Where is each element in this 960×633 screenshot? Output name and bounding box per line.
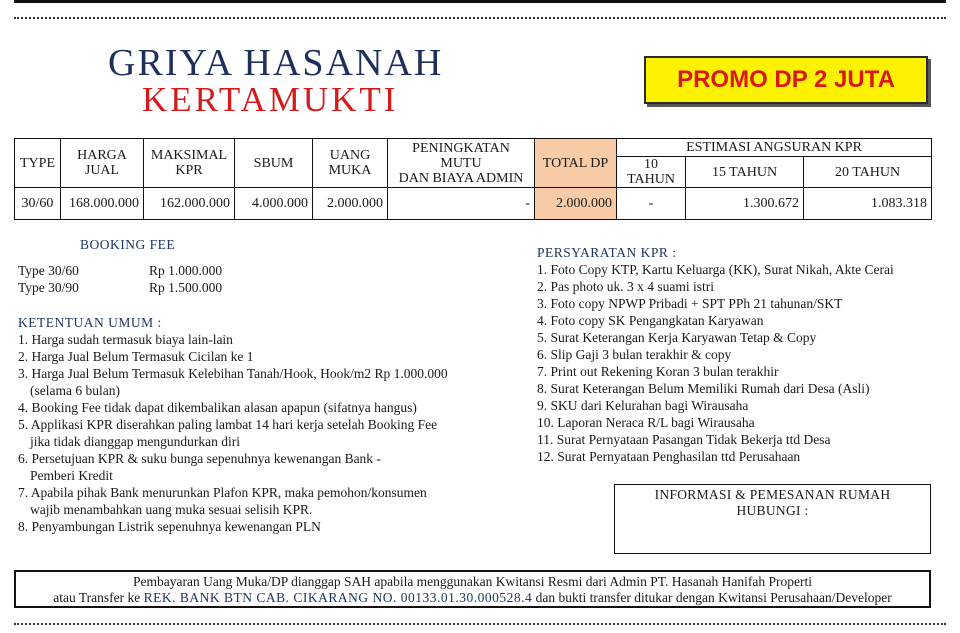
info-contact-label: HUBUNGI : [736,503,809,518]
payment-line-1: Pembayaran Uang Muka/DP dianggap SAH apabila menggunakan Kwitansi Resmi dari Admin PT. Hasanah Hanifah Properti [133,574,812,589]
list-item: 3. Foto copy NPWP Pribadi + SPT PPh 21 tahunan/SKT [537,296,843,311]
brand-subtitle: KERTAMUKTI [142,80,399,119]
brand-title: GRIYA HASANAH [108,42,444,84]
cell-15-tahun: 1.300.672 [686,188,804,220]
list-item: jika tidak dianggap mengundurkan diri [30,434,240,449]
list-item: 6. Persetujuan KPR & suku bunga sepenuhnya kewenangan Bank - [18,451,381,466]
list-item: 8. Penyambungan Listrik sepenuhnya kewenangan PLN [18,519,321,534]
persyaratan-title: PERSYARATAN KPR : [537,245,677,260]
booking-fee-list [18,262,222,296]
list-item: 8. Surat Keterangan Belum Memiliki Rumah dari Desa (Asli) [537,381,870,396]
cell-type: 30/60 [15,188,61,220]
payment-line-2: atau Transfer ke REK. BANK BTN CAB. CIKARANG NO. 00133.01.30.000528.4 dan bukti transfer ditukar dengan Kwitansi Perusahaan/Developer [53,590,892,605]
promo-banner: PROMO DP 2 JUTA [644,56,928,104]
col-uang-muka: UANG MUKA [313,139,388,188]
booking-fee-title: BOOKING FEE [80,237,176,252]
list-item: Pemberi Kredit [30,468,113,483]
info-title: INFORMASI & PEMESANAN RUMAH [654,487,891,502]
col-estimasi-angsuran: ESTIMASI ANGSURAN KPR [617,139,932,157]
list-item: 11. Surat Pernyataan Pasangan Tidak Bekerja ttd Desa [537,432,831,447]
list-item: (selama 6 bulan) [30,383,120,398]
list-item: Type 30/60 Rp 1.000.000 [18,263,223,278]
col-10-tahun: 10 TAHUN [617,157,686,188]
col-harga-jual: HARGA JUAL [61,139,144,188]
col-sbum: SBUM [235,139,313,188]
list-item: 10. Laporan Neraca R/L bagi Wirausaha [537,415,755,430]
top-dotted-divider [14,17,946,19]
cell-sbum: 4.000.000 [235,188,313,220]
list-item: 7. Print out Rekening Koran 3 bulan terakhir [537,364,779,379]
list-item: 1. Harga sudah termasuk biaya lain-lain [18,332,233,347]
cell-total-dp: 2.000.000 [535,188,617,220]
list-item: 2. Harga Jual Belum Termasuk Cicilan ke 1 [18,349,254,364]
cell-uang-muka: 2.000.000 [313,188,388,220]
cell-peningkatan-mutu: - [388,188,535,220]
list-item: 12. Surat Pernyataan Penghasilan ttd Perusahaan [537,449,801,464]
col-maksimal-kpr: MAKSIMAL KPR [144,139,235,188]
list-item: wajib menambahkan uang muka sesuai selisih KPR. [30,502,313,517]
table-row [15,188,932,220]
list-item: 3. Harga Jual Belum Termasuk Kelebihan Tanah/Hook, Hook/m2 Rp 1.000.000 [18,366,448,381]
list-item: 5. Applikasi KPR diserahkan paling lambat 14 hari kerja setelah Booking Fee [18,417,438,432]
cell-maksimal-kpr: 162.000.000 [144,188,235,220]
list-item: Type 30/90 Rp 1.500.000 [18,280,223,295]
list-item: 1. Foto Copy KTP, Kartu Keluarga (KK), Surat Nikah, Akte Cerai [537,262,894,277]
col-peningkatan-mutu: PENINGKATAN MUTU DAN BIAYA ADMIN [388,139,535,188]
list-item: 4. Foto copy SK Pengangkatan Karyawan [537,313,764,328]
list-item: 6. Slip Gaji 3 bulan terakhir & copy [537,347,732,362]
col-15-tahun: 15 TAHUN [686,157,804,188]
price-table [14,138,932,220]
ketentuan-list [18,331,498,535]
list-item: 5. Surat Keterangan Kerja Karyawan Tetap & Copy [537,330,817,345]
ketentuan-title: KETENTUAN UMUM : [18,315,162,330]
info-contact-box [614,484,931,554]
persyaratan-list [537,261,937,465]
col-20-tahun: 20 TAHUN [804,157,932,188]
cell-10-tahun: - [617,188,686,220]
bottom-dotted-divider [14,623,946,625]
cell-20-tahun: 1.083.318 [804,188,932,220]
top-border [14,0,946,3]
list-item: 9. SKU dari Kelurahan bagi Wirausaha [537,398,749,413]
col-type: TYPE [15,139,61,188]
bank-account: REK. BANK BTN CAB. CIKARANG NO. 00133.01.30.000528.4 [143,590,533,605]
list-item: 4. Booking Fee tidak dapat dikembalikan alasan apapun (sifatnya hangus) [18,400,417,415]
payment-notice [14,570,931,608]
cell-harga-jual: 168.000.000 [61,188,144,220]
col-total-dp: TOTAL DP [535,139,617,188]
list-item: 2. Pas photo uk. 3 x 4 suami istri [537,279,715,294]
list-item: 7. Apabila pihak Bank menurunkan Plafon KPR, maka pemohon/konsumen [18,485,427,500]
